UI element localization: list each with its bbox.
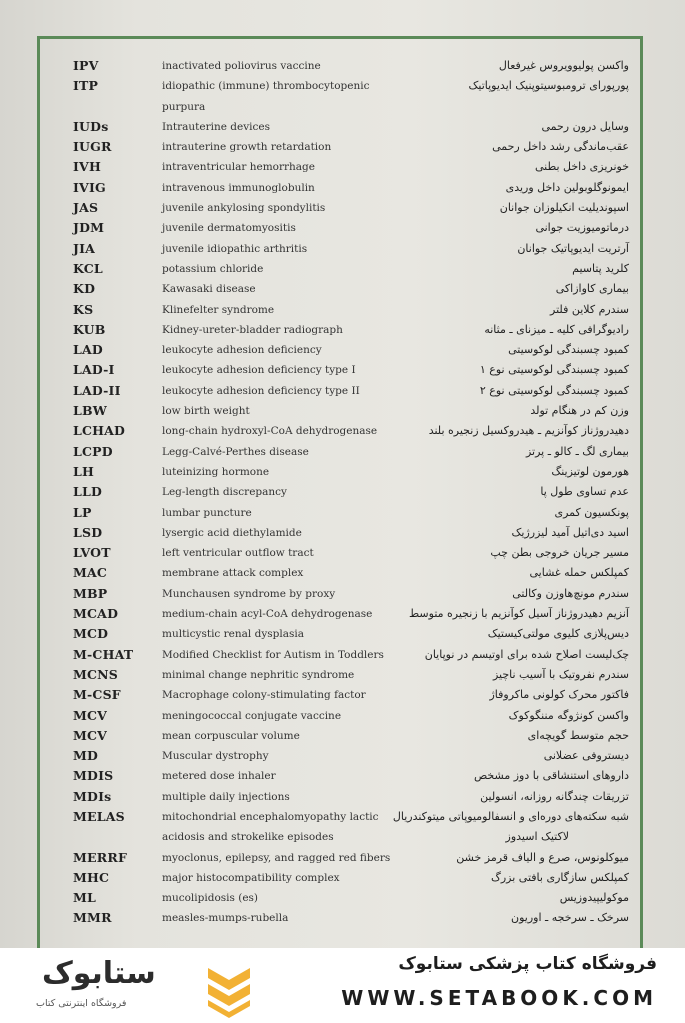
abbreviation: LVOT xyxy=(73,545,111,561)
persian-term xyxy=(379,442,629,462)
persian-term-line: فاکتور محرک کولونی ماکروفاژ xyxy=(489,688,629,702)
english-term xyxy=(162,198,397,218)
abbreviation: KD xyxy=(73,281,96,297)
english-term-line: juvenile ankylosing spondylitis xyxy=(162,202,326,215)
persian-term-line: واکسن پولیوویروس غیرفعال xyxy=(498,59,629,72)
persian-term-line: بیماری لگ ـ کالو ـ پرتز xyxy=(525,444,629,458)
persian-term-line: سرخک ـ سرخجه ـ اوریون xyxy=(511,911,629,925)
english-term xyxy=(162,300,397,320)
book-stack-icon xyxy=(204,960,254,1018)
abbreviation: LAD-I xyxy=(73,362,115,378)
persian-term xyxy=(379,381,629,401)
persian-term-line: کمبود چسبندگی لوکوسیتی xyxy=(508,343,629,357)
glossary-row xyxy=(0,198,685,218)
english-term-line: Intrauterine devices xyxy=(162,120,271,133)
english-term-line: Muscular dystrophy xyxy=(162,750,269,763)
persian-term-line: کمبود چسبندگی لوکوسیتی نوع ۲ xyxy=(479,383,629,397)
english-term xyxy=(162,543,397,563)
abbreviation: MELAS xyxy=(73,808,125,824)
abbreviation: JAS xyxy=(73,200,99,216)
glossary-row xyxy=(0,76,685,117)
abbreviation: MBP xyxy=(73,585,108,601)
glossary-row xyxy=(0,523,685,543)
abbreviation: LP xyxy=(73,504,92,520)
english-term-line: luteinizing hormone xyxy=(162,465,270,478)
glossary-row xyxy=(0,868,685,888)
english-term-line: intravenous immunoglobulin xyxy=(162,181,315,194)
english-term-line: leukocyte adhesion deficiency type II xyxy=(162,384,360,397)
persian-term-line: حجم متوسط گویچه‌ای xyxy=(527,728,629,742)
abbreviation: MDIS xyxy=(73,768,114,784)
english-term-line: lumbar puncture xyxy=(162,506,252,519)
persian-term-line: پورپورای ترومبوسیتوپنیک ایدیوپاتیک xyxy=(468,79,629,93)
english-term-line: measles-mumps-rubella xyxy=(162,912,289,925)
persian-term xyxy=(379,848,629,868)
english-term-line: juvenile dermatomyositis xyxy=(162,222,296,235)
english-term xyxy=(162,239,397,259)
logo-subtitle: فروشگاه اینترنتی کتاب xyxy=(36,998,127,1009)
abbreviation: ML xyxy=(73,890,97,906)
english-term xyxy=(162,908,397,928)
persian-term xyxy=(379,401,629,421)
abbreviation: JIA xyxy=(73,240,96,256)
english-term xyxy=(162,360,397,380)
abbreviation: IUDs xyxy=(73,118,109,134)
glossary-row xyxy=(0,543,685,563)
english-term-line: myoclonus, epilepsy, and ragged red fibers xyxy=(162,851,391,864)
persian-term-line: بیماری کاوازاکی xyxy=(555,282,629,296)
english-term-line: Munchausen syndrome by proxy xyxy=(162,587,336,600)
glossary-row xyxy=(0,766,685,786)
abbreviation: MCNS xyxy=(73,666,119,682)
abbreviation: IPV xyxy=(73,58,99,73)
glossary-row xyxy=(0,645,685,665)
glossary-row xyxy=(0,218,685,238)
store-name: فروشگاه کتاب پزشکی ستابوک xyxy=(398,954,657,974)
english-term xyxy=(162,645,397,665)
persian-term xyxy=(379,584,629,604)
persian-term-line: وسایل درون رحمی xyxy=(541,119,629,133)
abbreviation: ITP xyxy=(73,78,99,94)
store-url: WWW.SETABOOK.COM xyxy=(341,986,657,1010)
persian-term-line: سندرم نفروتیک با آسیب ناچیز xyxy=(492,667,629,681)
glossary-list xyxy=(0,56,685,929)
glossary-row xyxy=(0,482,685,502)
abbreviation: LSD xyxy=(73,524,103,540)
persian-term-line: تزریقات چندگانه روزانه، انسولین xyxy=(480,789,629,803)
persian-term xyxy=(379,543,629,563)
glossary-row xyxy=(0,888,685,908)
persian-term-line: موکولیپیدوزیس xyxy=(559,891,629,905)
glossary-row xyxy=(0,137,685,157)
english-term xyxy=(162,665,397,685)
persian-term xyxy=(379,137,629,157)
persian-term-line: دهیدروژناز کوآنزیم ـ هیدروکسیل زنجیره بلند xyxy=(428,424,629,438)
abbreviation: KS xyxy=(73,301,94,317)
english-term-line: mean corpuscular volume xyxy=(162,729,300,742)
english-term-line: major histocompatibility complex xyxy=(162,871,340,884)
glossary-row xyxy=(0,442,685,462)
english-term xyxy=(162,218,397,238)
persian-term-line: آرتریت ایدیوپاتیک جوانان xyxy=(517,241,629,255)
english-term xyxy=(162,604,397,624)
setabook-logo xyxy=(14,954,254,1018)
abbreviation: IUGR xyxy=(73,139,112,155)
glossary-row xyxy=(0,726,685,746)
abbreviation: MAC xyxy=(73,565,108,581)
glossary-row xyxy=(0,604,685,624)
glossary-row xyxy=(0,401,685,421)
persian-term-line: کلرید پتاسیم xyxy=(572,261,629,275)
english-term-line: intraventricular hemorrhage xyxy=(162,161,315,174)
persian-term-line: اسید دی‌اتیل آمید لیزرژیک xyxy=(511,525,629,539)
english-term xyxy=(162,157,397,177)
english-term-line: Kidney-ureter-bladder radiograph xyxy=(162,323,343,336)
abbreviation: MERRF xyxy=(73,849,128,865)
persian-term xyxy=(379,766,629,786)
abbreviation: LAD xyxy=(73,342,103,358)
persian-term-line: مسیر جریان خروجی بطن چپ xyxy=(490,546,629,560)
glossary-row xyxy=(0,706,685,726)
glossary-row xyxy=(0,381,685,401)
persian-term-line: اسپوندیلیت انکیلوزان جوانان xyxy=(499,201,629,215)
english-term-line: Leg-length discrepancy xyxy=(162,486,287,499)
english-term-line: leukocyte adhesion deficiency type I xyxy=(162,364,356,377)
abbreviation: LLD xyxy=(73,484,103,500)
persian-term-line: پونکسیون کمری xyxy=(554,505,629,519)
english-term-line: low birth weight xyxy=(162,405,250,418)
persian-term xyxy=(379,787,629,807)
glossary-row xyxy=(0,421,685,441)
persian-term xyxy=(379,320,629,340)
abbreviation: IVIG xyxy=(73,179,106,195)
english-term-line: juvenile idiopathic arthritis xyxy=(162,242,308,255)
persian-term-line: آنزیم دهیدروژناز آسیل کوآنزیم با زنجیره متوسط xyxy=(408,607,629,621)
glossary-row xyxy=(0,807,685,848)
persian-term-line: دیس‌پلازی کلیوی مولتی‌کیستیک xyxy=(487,627,629,641)
english-term-line: acidosis and strokelike episodes xyxy=(162,831,334,844)
abbreviation: KCL xyxy=(73,260,103,276)
persian-term xyxy=(379,198,629,218)
english-term-line: lysergic acid diethylamide xyxy=(162,526,302,539)
english-term xyxy=(162,787,397,807)
english-term-line: inactivated poliovirus vaccine xyxy=(162,60,321,72)
english-term xyxy=(162,848,397,868)
persian-term-line: لاکتیک اسیدوز xyxy=(505,830,569,844)
glossary-row xyxy=(0,360,685,380)
english-term xyxy=(162,381,397,401)
english-term-line: idiopathic (immune) thrombocytopenic xyxy=(162,80,370,93)
persian-term xyxy=(379,157,629,177)
english-term xyxy=(162,56,397,76)
english-term-line: mitochondrial encephalomyopathy lactic xyxy=(162,810,379,823)
english-term xyxy=(162,746,397,766)
abbreviation: MCV xyxy=(73,707,108,723)
abbreviation: LH xyxy=(73,463,94,479)
abbreviation: KUB xyxy=(73,321,106,337)
persian-term-line: کمپلکس حمله غشایی xyxy=(529,566,629,580)
english-term xyxy=(162,76,397,117)
glossary-row xyxy=(0,178,685,198)
persian-term-line: کمپلکس سازگاری بافتی بزرگ xyxy=(491,870,629,884)
abbreviation: LCHAD xyxy=(73,423,126,439)
persian-term xyxy=(379,360,629,380)
english-term xyxy=(162,624,397,644)
glossary-row xyxy=(0,746,685,766)
persian-term xyxy=(379,888,629,908)
english-term-line: mucolipidosis (es) xyxy=(162,892,259,905)
persian-term-line: ایمونوگلوبولین داخل وریدی xyxy=(505,180,629,194)
english-term-line: medium-chain acyl-CoA dehydrogenase xyxy=(162,608,373,621)
english-term xyxy=(162,421,397,441)
persian-term-line: عدم تساوی طول پا xyxy=(540,485,629,499)
english-term xyxy=(162,584,397,604)
glossary-row xyxy=(0,300,685,320)
abbreviation: LAD-II xyxy=(73,382,121,398)
english-term-line: Klinefelter syndrome xyxy=(162,303,275,316)
english-term-line: Modified Checklist for Autism in Toddlers xyxy=(162,648,384,661)
english-term-line: Kawasaki disease xyxy=(162,283,256,296)
glossary-row xyxy=(0,56,685,76)
glossary-row xyxy=(0,279,685,299)
english-term-line: leukocyte adhesion deficiency xyxy=(162,344,322,357)
english-term-line: multicystic renal dysplasia xyxy=(162,628,304,641)
glossary-row xyxy=(0,157,685,177)
english-term xyxy=(162,482,397,502)
english-term-line: meningococcal conjugate vaccine xyxy=(162,709,342,722)
glossary-row xyxy=(0,665,685,685)
persian-term-line: میوکلونوس، صرع و الیاف قرمز خشن xyxy=(456,850,629,864)
persian-term-line: کمبود چسبندگی لوکوسیتی نوع ۱ xyxy=(479,363,629,377)
glossary-row xyxy=(0,685,685,705)
english-term-line: minimal change nephritic syndrome xyxy=(162,668,355,681)
english-term xyxy=(162,178,397,198)
persian-term xyxy=(379,421,629,441)
english-term xyxy=(162,807,397,848)
english-term-line: Macrophage colony-stimulating factor xyxy=(162,689,366,702)
english-term xyxy=(162,442,397,462)
persian-term xyxy=(379,300,629,320)
persian-term-line: داروهای استنشاقی با دوز مشخص xyxy=(473,769,629,783)
persian-term xyxy=(379,462,629,482)
english-term xyxy=(162,279,397,299)
persian-term-line: چک‌لیست اصلاح شده برای اوتیسم در نوپایان xyxy=(424,647,629,661)
english-term-line: Legg-Calvé-Perthes disease xyxy=(162,445,309,458)
abbreviation: MCV xyxy=(73,727,108,743)
english-term-line: metered dose inhaler xyxy=(162,770,276,783)
persian-term xyxy=(379,340,629,360)
persian-term xyxy=(379,563,629,583)
english-term-line: left ventricular outflow tract xyxy=(162,547,314,560)
english-term xyxy=(162,888,397,908)
glossary-row xyxy=(0,503,685,523)
persian-term xyxy=(379,259,629,279)
abbreviation: M-CHAT xyxy=(73,646,134,662)
persian-term xyxy=(379,56,629,76)
english-term-line: multiple daily injections xyxy=(162,790,290,803)
glossary-row xyxy=(0,563,685,583)
persian-term xyxy=(379,685,629,705)
persian-term xyxy=(379,523,629,543)
persian-term-line: عقب‌ماندگی رشد داخل رحمی xyxy=(492,140,629,154)
persian-term xyxy=(379,645,629,665)
persian-term xyxy=(379,279,629,299)
glossary-row xyxy=(0,320,685,340)
glossary-row xyxy=(0,239,685,259)
persian-term xyxy=(379,868,629,888)
english-term xyxy=(162,766,397,786)
glossary-row xyxy=(0,117,685,137)
persian-term-line: سندرم کلاین فلتر xyxy=(550,302,629,316)
glossary-row xyxy=(0,259,685,279)
english-term xyxy=(162,259,397,279)
persian-term-line: وزن کم در هنگام تولد xyxy=(530,404,629,418)
persian-term xyxy=(379,908,629,928)
english-term xyxy=(162,868,397,888)
persian-term xyxy=(379,218,629,238)
persian-term-line: شبه سکته‌های دوره‌ای و انسفالومیوپاتی میتوکندریال xyxy=(392,809,629,823)
english-term xyxy=(162,462,397,482)
abbreviation: MD xyxy=(73,748,99,764)
abbreviation: LCPD xyxy=(73,443,113,459)
persian-term-line: هورمون لوتیزینگ xyxy=(551,464,629,478)
persian-term-line: درماتومیوزیت جوانی xyxy=(535,221,629,235)
persian-term xyxy=(379,807,629,848)
english-term xyxy=(162,137,397,157)
english-term-line: intrauterine growth retardation xyxy=(162,141,332,154)
persian-term-line: رادیوگرافی کلیه ـ میزنای ـ مثانه xyxy=(484,322,629,336)
glossary-row xyxy=(0,908,685,928)
english-term xyxy=(162,523,397,543)
abbreviation: MDIs xyxy=(73,788,112,804)
glossary-row xyxy=(0,584,685,604)
glossary-row xyxy=(0,462,685,482)
abbreviation: IVH xyxy=(73,159,101,175)
english-term-line: purpura xyxy=(162,100,206,113)
english-term xyxy=(162,320,397,340)
glossary-row xyxy=(0,624,685,644)
persian-term-line: واکسن کونژوگه مننگوکوک xyxy=(508,708,629,722)
persian-term xyxy=(379,503,629,523)
logo-text: ستابوک xyxy=(42,956,156,991)
english-term xyxy=(162,563,397,583)
english-term xyxy=(162,726,397,746)
persian-term-line: خونریزی داخل بطنی xyxy=(534,160,629,174)
persian-term xyxy=(379,746,629,766)
persian-term xyxy=(379,239,629,259)
abbreviation: MCAD xyxy=(73,606,119,622)
english-term-line: potassium chloride xyxy=(162,262,264,275)
persian-term xyxy=(379,726,629,746)
persian-term xyxy=(379,117,629,137)
store-banner xyxy=(0,948,685,1023)
persian-term xyxy=(379,706,629,726)
persian-term xyxy=(379,76,629,96)
english-term xyxy=(162,117,397,137)
persian-term xyxy=(379,178,629,198)
abbreviation: MHC xyxy=(73,869,110,885)
english-term xyxy=(162,685,397,705)
abbreviation: JDM xyxy=(73,220,105,236)
persian-term xyxy=(379,604,629,624)
abbreviation: LBW xyxy=(73,403,107,419)
persian-term xyxy=(379,624,629,644)
abbreviation: MMR xyxy=(73,910,112,926)
persian-term xyxy=(379,482,629,502)
english-term xyxy=(162,340,397,360)
glossary-row xyxy=(0,340,685,360)
abbreviation: MCD xyxy=(73,626,109,642)
english-term xyxy=(162,401,397,421)
glossary-row xyxy=(0,848,685,868)
english-term xyxy=(162,503,397,523)
glossary-row xyxy=(0,787,685,807)
abbreviation: M-CSF xyxy=(73,687,121,703)
english-term-line: long-chain hydroxyl-CoA dehydrogenase xyxy=(162,425,378,438)
english-term xyxy=(162,706,397,726)
persian-term-line: دیستروفی عضلانی xyxy=(543,749,629,763)
persian-term-line: سندرم مونچ‌هاوزن وکالتی xyxy=(512,586,629,600)
persian-term xyxy=(379,665,629,685)
english-term-line: membrane attack complex xyxy=(162,567,304,580)
